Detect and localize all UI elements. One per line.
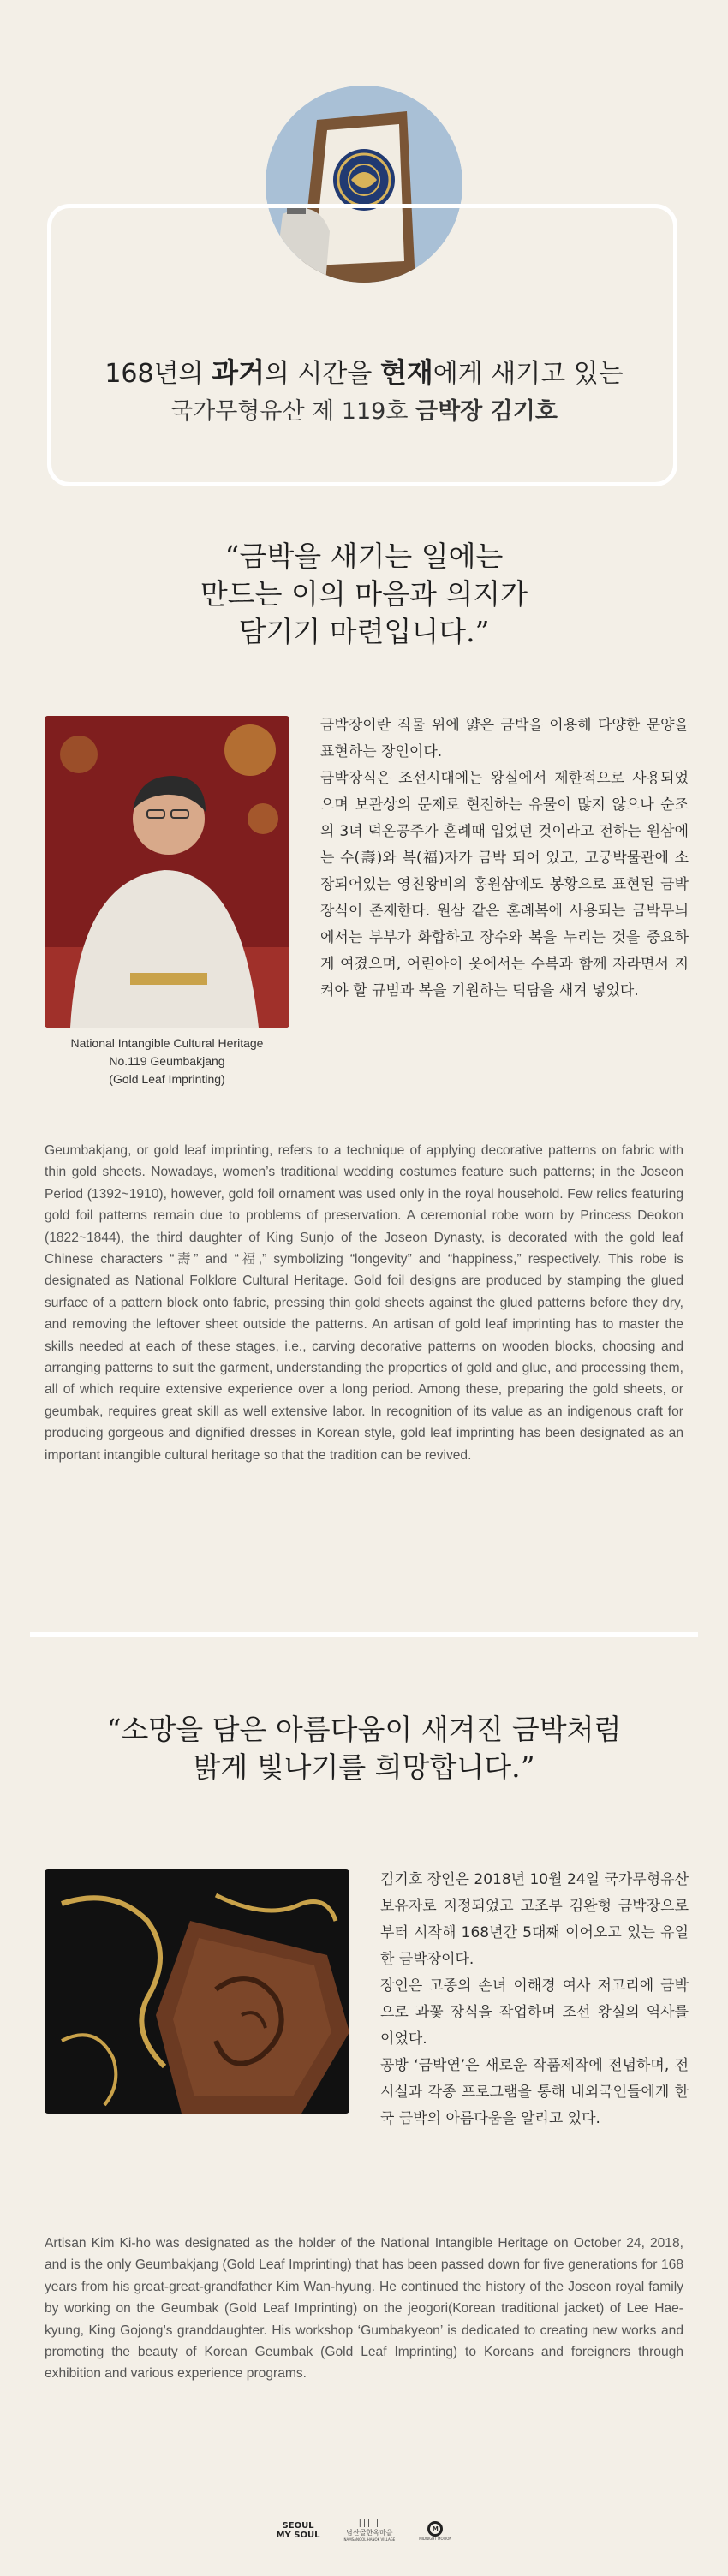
footer-logos: [0, 2519, 728, 2542]
quote-line: “금박을 새기는 일에는: [224, 540, 504, 573]
title-emphasis: 과거: [212, 356, 265, 389]
korean-description-1: [320, 713, 689, 1005]
title-part: 에게 새기고 있는: [433, 359, 624, 389]
carved-pattern-block-photo: [45, 1869, 349, 2114]
artisan-working-photo: [45, 716, 289, 1028]
midnight-motion-logo: [419, 2521, 451, 2541]
quote-1: [0, 538, 728, 651]
korean-description-2: [380, 1867, 689, 2132]
subtitle-prefix: 국가무형유산 제 119호: [170, 398, 416, 425]
korean-paragraph: 김기호 장인은 2018년 10월 24일 국가무형유산 보유자로 지정되었고 고조부 김완형 금박장으로부터 시작해 168년간 5대째 이어오고 있는 유일한 금박장이다.: [380, 1871, 689, 1968]
logo-text: SEOUL: [282, 2521, 314, 2531]
caption-line: National Intangible Cultural Heritage: [70, 1036, 264, 1050]
title-part: 168년의: [104, 359, 212, 389]
english-description-2: [45, 2233, 683, 2385]
logo-text: 남산골한옥마을: [346, 2529, 393, 2537]
title-frame: [47, 204, 677, 486]
title-emphasis: 현재: [379, 356, 433, 389]
logo-text: NAMSANGOL HANOK VILLAGE: [343, 2537, 396, 2542]
quote-2: [0, 1711, 728, 1786]
seoul-my-soul-logo: [277, 2521, 320, 2540]
korean-paragraph: 장인은 고종의 손녀 이해경 여사 저고리에 금박으로 과꽃 장식을 작업하며 조선 왕실의 역사를 이었다.: [380, 1977, 689, 2048]
page-subtitle: [0, 392, 728, 426]
logo-text: MY SOUL: [276, 2531, 320, 2540]
logo-mark-icon: |||||: [358, 2519, 380, 2528]
subtitle-name: 금박장 김기호: [415, 398, 558, 425]
korean-paragraph: 공방 ‘금박연’은 새로운 작품제작에 전념하며, 전시실과 각종 프로그램을 통해 내외국인들에게 한국 금박의 아름다움을 알리고 있다.: [380, 2057, 689, 2127]
caption-line: (Gold Leaf Imprinting): [109, 1072, 225, 1086]
title-part: 의 시간을: [264, 359, 380, 389]
quote-line: 만드는 이의 마음과 의지가: [200, 577, 528, 611]
korean-paragraph: 금박장식은 조선시대에는 왕실에서 제한적으로 사용되었으며 보관상의 문제로 현전하는 유물이 많지 않으나 순조의 3녀 덕온공주가 혼례때 입었던 것이라고 전하는 원삼에는 수(壽)와 복(福)자가 금박 되어 있고, 고궁박물관에 소장되어있는 영친왕비의 홍원삼에도 봉황으로 표현된 금박 장식이 존재한다. 원삼 같은 혼례복에 사용되는 금박무늬에서는 부부가 화합하고 장수와 복을 누리는 것을 중요하게 여겼으며, 어린아이 옷에서는 수복과 함께 자라면서 지켜야 할 규범과 복을 기원하는 덕담을 새겨 넣었다.: [320, 770, 689, 999]
logo-text: MIDNIGHT MOTION: [419, 2536, 452, 2541]
photo-caption: [45, 1035, 289, 1088]
section-divider: [30, 1632, 698, 1637]
logo-ring-icon: M: [427, 2521, 443, 2537]
english-description-1: [45, 1140, 683, 1466]
english-paragraph: Artisan Kim Ki-ho was designated as the holder of the National Intangible Heritage on October 24, 2018, and is the only Geumbakjang (Gold Leaf Imprinting) that has been passed down for five generations for 168 years from his great-great-grandfather Kim Wan-hyung. He continued the history of the Joseon royal family by working on the Geumbak (Gold Leaf Imprinting) on the jeogori(Korean traditional jacket) of Lee Hae-kyung, King Gojong’s granddaughter. His workshop ‘Gumbakyeon’ is dedicated to creating new works and promoting the beauty of Korean Geumbak (Gold Leaf Imprinting) to Koreans and foreigners through exhibition and various experience programs.: [45, 2236, 683, 2382]
quote-line: 담기기 마련입니다.”: [238, 615, 490, 648]
english-paragraph: Geumbakjang, or gold leaf imprinting, refers to a technique of applying decorative patterns on fabric with thin gold sheets. Nowadays, women’s traditional wedding costumes feature such patterns; in the Joseon Period (1392~1910), however, gold foil ornament was used only in the royal household. Few relics featuring gold foil patterns remain due to problems of preservation. A ceremonial robe worn by Princess Deokon (1822~1844), the third daughter of King Sunjo of the Joseon Dynasty, is decorated with the gold leaf Chinese characters “壽” and “福,” symbolizing “longevity” and “happiness,” respectively. This robe is designated as National Folklore Cultural Heritage. Gold foil designs are produced by stamping the glued surface of a pattern block onto fabric, pressing thin gold sheets against the glued patterns before they dry, and removing the leftover sheet outside the patterns. An artisan of gold leaf imprinting has to master the skills needed at each of these stages, i.e., carving decorative patterns on wooden blocks, choosing and arranging patterns to suit the garment, understanding the properties of gold and glue, and processing them, all of which require extensive experience over a long period. Among these, preparing the gold sheets, or geumbak, requires great skill as well extensive labor. In recognition of its value as an indigenous craft for producing gorgeous and dignified dresses in Korean style, gold leaf imprinting has been designated as an important intangible cultural heritage so that the tradition can be revived.: [45, 1143, 683, 1463]
quote-line: 밝게 빛나기를 희망합니다.”: [193, 1750, 535, 1784]
namsangol-hanok-village-logo: [343, 2519, 395, 2542]
quote-line: “소망을 담은 아름다움이 새겨진 금박처럼: [106, 1713, 622, 1746]
caption-line: No.119 Geumbakjang: [109, 1054, 225, 1068]
korean-paragraph: 금박장이란 직물 위에 얇은 금박을 이용해 다양한 문양을 표현하는 장인이다.: [320, 717, 689, 760]
page-title: [0, 351, 728, 391]
